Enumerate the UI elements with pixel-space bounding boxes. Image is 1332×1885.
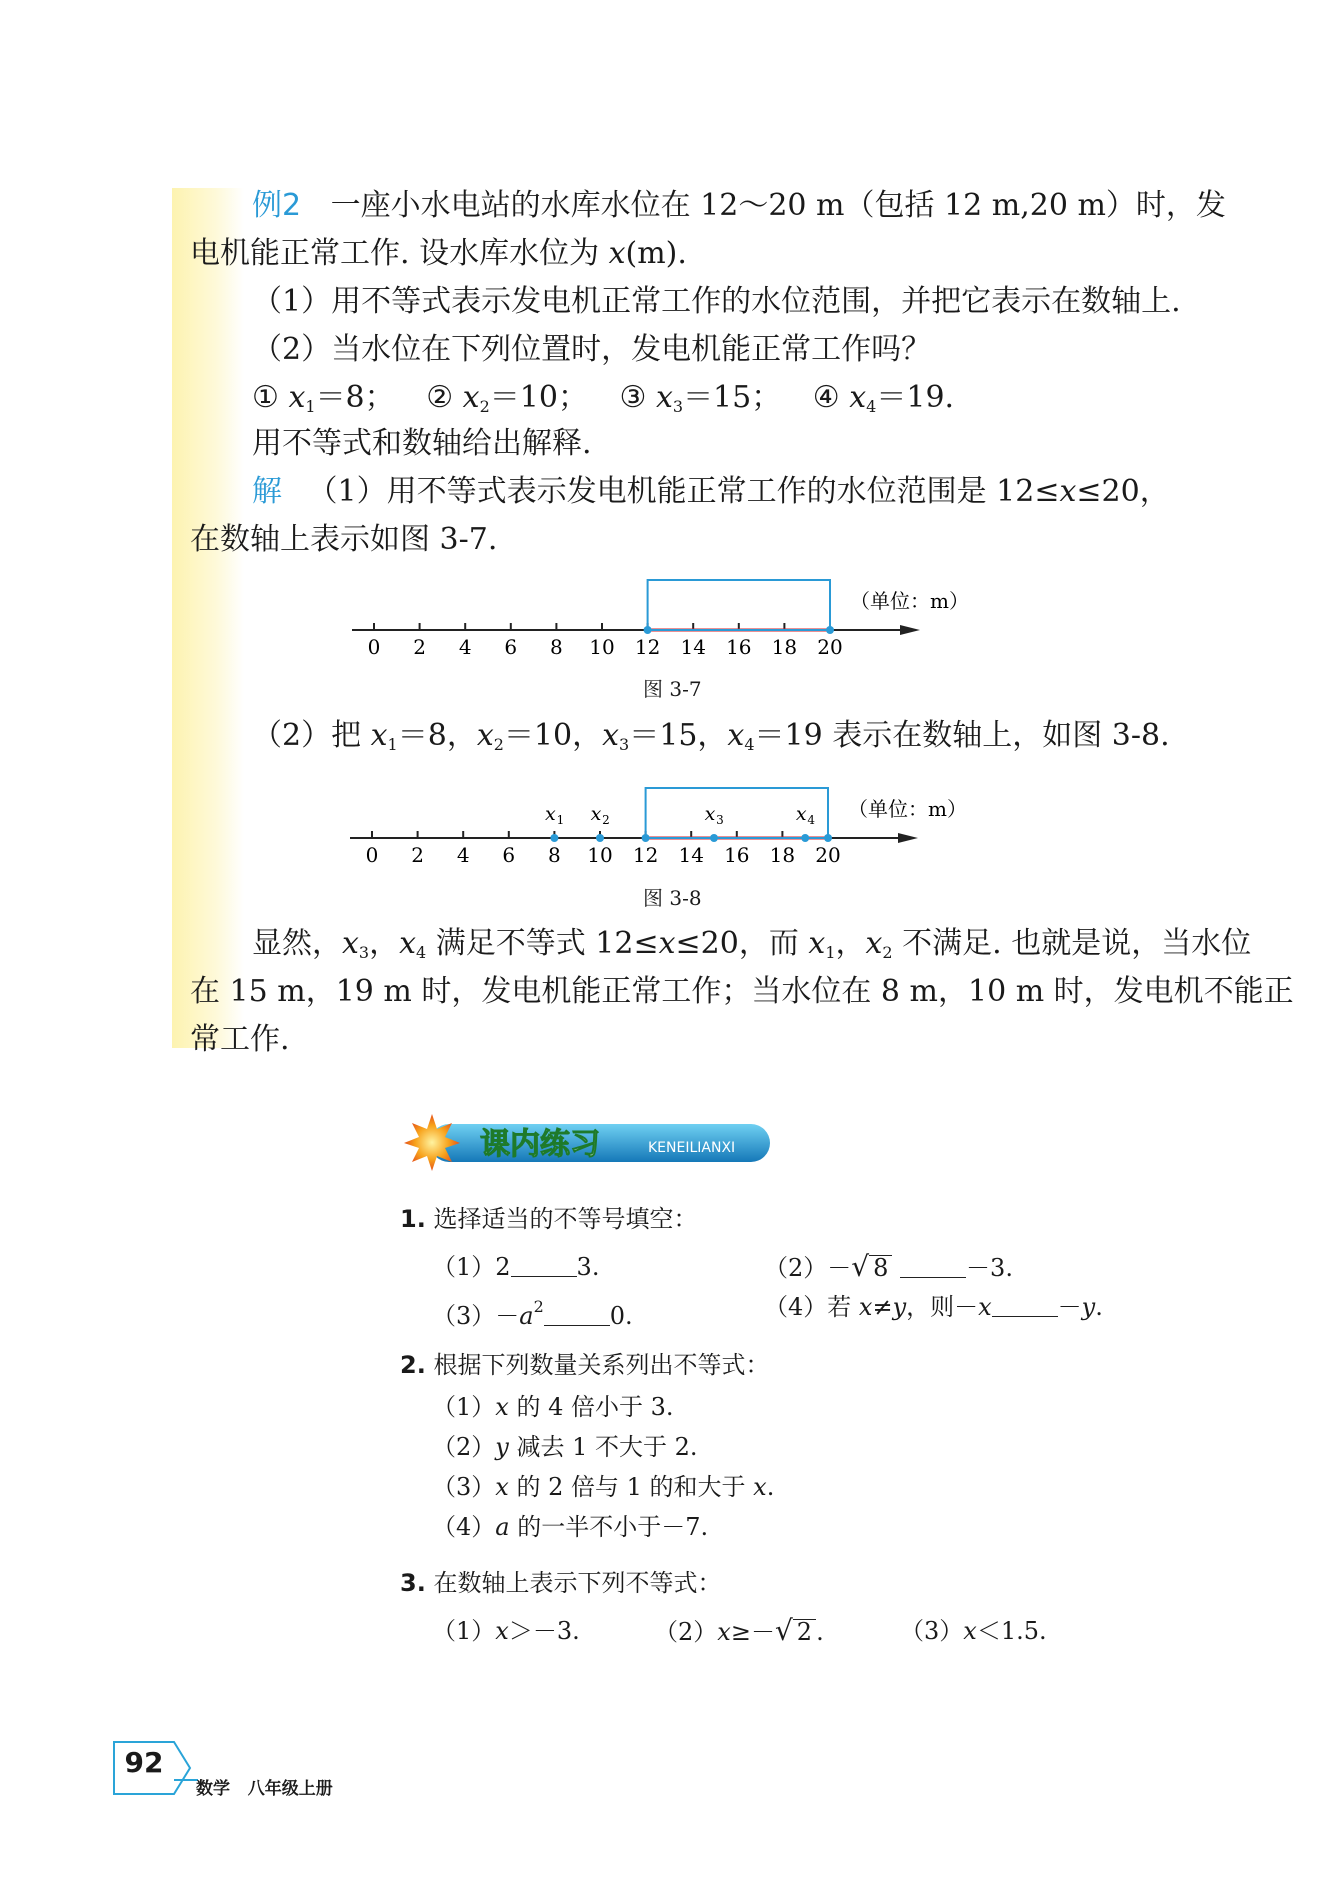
exercise-1-b: （2）－√ 8 －3. bbox=[764, 1250, 1013, 1283]
sun-icon bbox=[404, 1114, 460, 1171]
figure-caption-3-8: 图 3-8 bbox=[643, 886, 702, 910]
conclusion-line-3: 常工作. bbox=[190, 1022, 290, 1057]
endpoint-20 bbox=[826, 626, 834, 634]
banner-subtitle: KENEILIANXI bbox=[648, 1140, 736, 1156]
tick-label: 16 bbox=[724, 843, 750, 867]
tick-label: 10 bbox=[587, 843, 613, 867]
tick-label: 2 bbox=[411, 843, 424, 867]
exercise-1-c: $(3)-a^2$ 0. bbox=[432, 1297, 633, 1330]
point-label-subscript: 4 bbox=[807, 813, 816, 827]
tick-label: 10 bbox=[589, 635, 615, 659]
example-label: 例2 bbox=[252, 188, 302, 223]
point-marker bbox=[596, 834, 604, 842]
solution-line-2: 在数轴上表示如图 3-7. bbox=[190, 522, 498, 557]
point-marker bbox=[550, 834, 558, 842]
conclusion-line-2: 在 15 m，19 m 时，发电机能正常工作；当水位在 8 m，10 m 时，发电机不能正 bbox=[190, 974, 1294, 1009]
endpoint-12 bbox=[644, 626, 652, 634]
tick-label: 2 bbox=[413, 635, 426, 659]
axis-unit: （单位：m） bbox=[850, 589, 969, 613]
point-label: x bbox=[704, 803, 716, 825]
footer-subject: 数学 八年级上册 bbox=[196, 1779, 333, 1799]
tick-label: 12 bbox=[632, 843, 659, 867]
point-marker bbox=[801, 834, 809, 842]
exercise-1-d: （4）若 x≠y，则－x －y. bbox=[764, 1293, 1103, 1321]
exercise-2-title: 2. 根据下列数量关系列出不等式： bbox=[400, 1351, 770, 1379]
exercise-1-a: （1）2 3. bbox=[432, 1253, 600, 1281]
exercise-3-title: 3. 在数轴上表示下列不等式： bbox=[400, 1569, 722, 1597]
exercise-3-c: （3）x＜1.5. bbox=[900, 1617, 1047, 1645]
page-number: 92 bbox=[124, 1746, 164, 1779]
axis-arrow bbox=[898, 833, 918, 843]
tick-label: 14 bbox=[680, 635, 706, 659]
point-marker bbox=[710, 834, 718, 842]
tick-label: 16 bbox=[726, 635, 752, 659]
example-intro-line2: 电机能正常工作. 设水库水位为 x(m). bbox=[190, 236, 687, 271]
exercise-2-item: （3）x 的 2 倍与 1 的和大于 x. bbox=[432, 1473, 775, 1501]
exercise-2-item: （2）y 减去 1 不大于 2. bbox=[432, 1433, 698, 1461]
answer-blank bbox=[544, 1303, 610, 1326]
choice-list bbox=[252, 378, 954, 427]
tick-label: 18 bbox=[769, 843, 796, 867]
question-1: （1）用不等式表示发电机正常工作的水位范围，并把它表示在数轴上. bbox=[252, 284, 1181, 319]
tick-label: 6 bbox=[504, 635, 518, 659]
tick-label: 20 bbox=[817, 635, 843, 659]
tick-label: 12 bbox=[634, 635, 661, 659]
point-label: x bbox=[795, 803, 807, 825]
example-hint: 用不等式和数轴给出解释. bbox=[252, 426, 592, 461]
point-label-subscript: 3 bbox=[716, 813, 724, 827]
tick-label: 8 bbox=[550, 635, 563, 659]
axis-unit: （单位：m） bbox=[848, 797, 967, 821]
solution-line-1: 解 （1）用不等式表示发电机能正常工作的水位范围是 12≤x≤20， bbox=[252, 474, 1170, 509]
exercise-3-a: （1）x＞－3. bbox=[432, 1617, 580, 1645]
example-intro-line bbox=[252, 186, 1226, 226]
tick-label: 4 bbox=[456, 843, 470, 867]
tick-label: 8 bbox=[548, 843, 561, 867]
exercise-2-item: （1）x 的 4 倍小于 3. bbox=[432, 1393, 674, 1421]
exercise-1-title: 1. 选择适当的不等号填空： bbox=[400, 1205, 698, 1233]
example-intro: 一座小水电站的水库水位在 12～20 m（包括 12 m,20 m）时，发 bbox=[330, 188, 1226, 223]
point-label: x bbox=[545, 803, 556, 825]
number-line-figure-3-7 bbox=[340, 570, 980, 670]
question-2: （2）当水位在下列位置时，发电机能正常工作吗？ bbox=[252, 332, 932, 367]
axis-arrow bbox=[900, 625, 920, 635]
conclusion-line-1: 显然，$x_3$，$x_4$ 满足不等式 12≤x≤20，而 $x_1$，$x_2$ 不满足. 也就是说，当水位 bbox=[252, 926, 1252, 962]
choice-item: ④ $x_4=19$. bbox=[812, 380, 955, 416]
tick-label: 0 bbox=[367, 635, 381, 659]
choice-item: ③ $x_3=15$； bbox=[619, 380, 782, 416]
exercise-3-b: （2）x≥－√ 2 . bbox=[654, 1614, 824, 1647]
exercise-banner bbox=[400, 1112, 780, 1172]
tick-label: 14 bbox=[678, 843, 704, 867]
range-endpoint bbox=[642, 834, 650, 842]
tick-label: 4 bbox=[458, 635, 472, 659]
choice-item: ② $x_2=10$； bbox=[426, 380, 588, 416]
tick-label: 6 bbox=[502, 843, 516, 867]
solution-label: 解 bbox=[252, 474, 282, 509]
range-bracket bbox=[648, 580, 830, 630]
solution-part-2: （2）把 $x_1=8$，$x_2=10$，$x_3=15$，$x_4=19$ 表示在数轴上，如图 3-8. bbox=[252, 718, 1170, 754]
point-label-subscript: 1 bbox=[556, 813, 565, 827]
tick-label: 20 bbox=[815, 843, 841, 867]
point-label-subscript: 2 bbox=[602, 813, 610, 827]
tick-label: 0 bbox=[365, 843, 379, 867]
figure-caption-3-7: 图 3-7 bbox=[643, 677, 702, 701]
exercise-2-item: （4）a 的一半不小于－7. bbox=[432, 1513, 709, 1541]
answer-blank bbox=[900, 1255, 966, 1278]
answer-blank bbox=[992, 1294, 1058, 1317]
range-endpoint bbox=[824, 834, 832, 842]
tick-label: 18 bbox=[771, 635, 798, 659]
answer-blank bbox=[511, 1254, 577, 1277]
choice-item: ① $x_1=8$； bbox=[252, 380, 395, 416]
sidebar-highlight bbox=[172, 188, 244, 1048]
point-label: x bbox=[590, 803, 602, 825]
banner-title: 课内练习 bbox=[480, 1127, 600, 1162]
number-line-figure-3-8 bbox=[338, 778, 978, 878]
